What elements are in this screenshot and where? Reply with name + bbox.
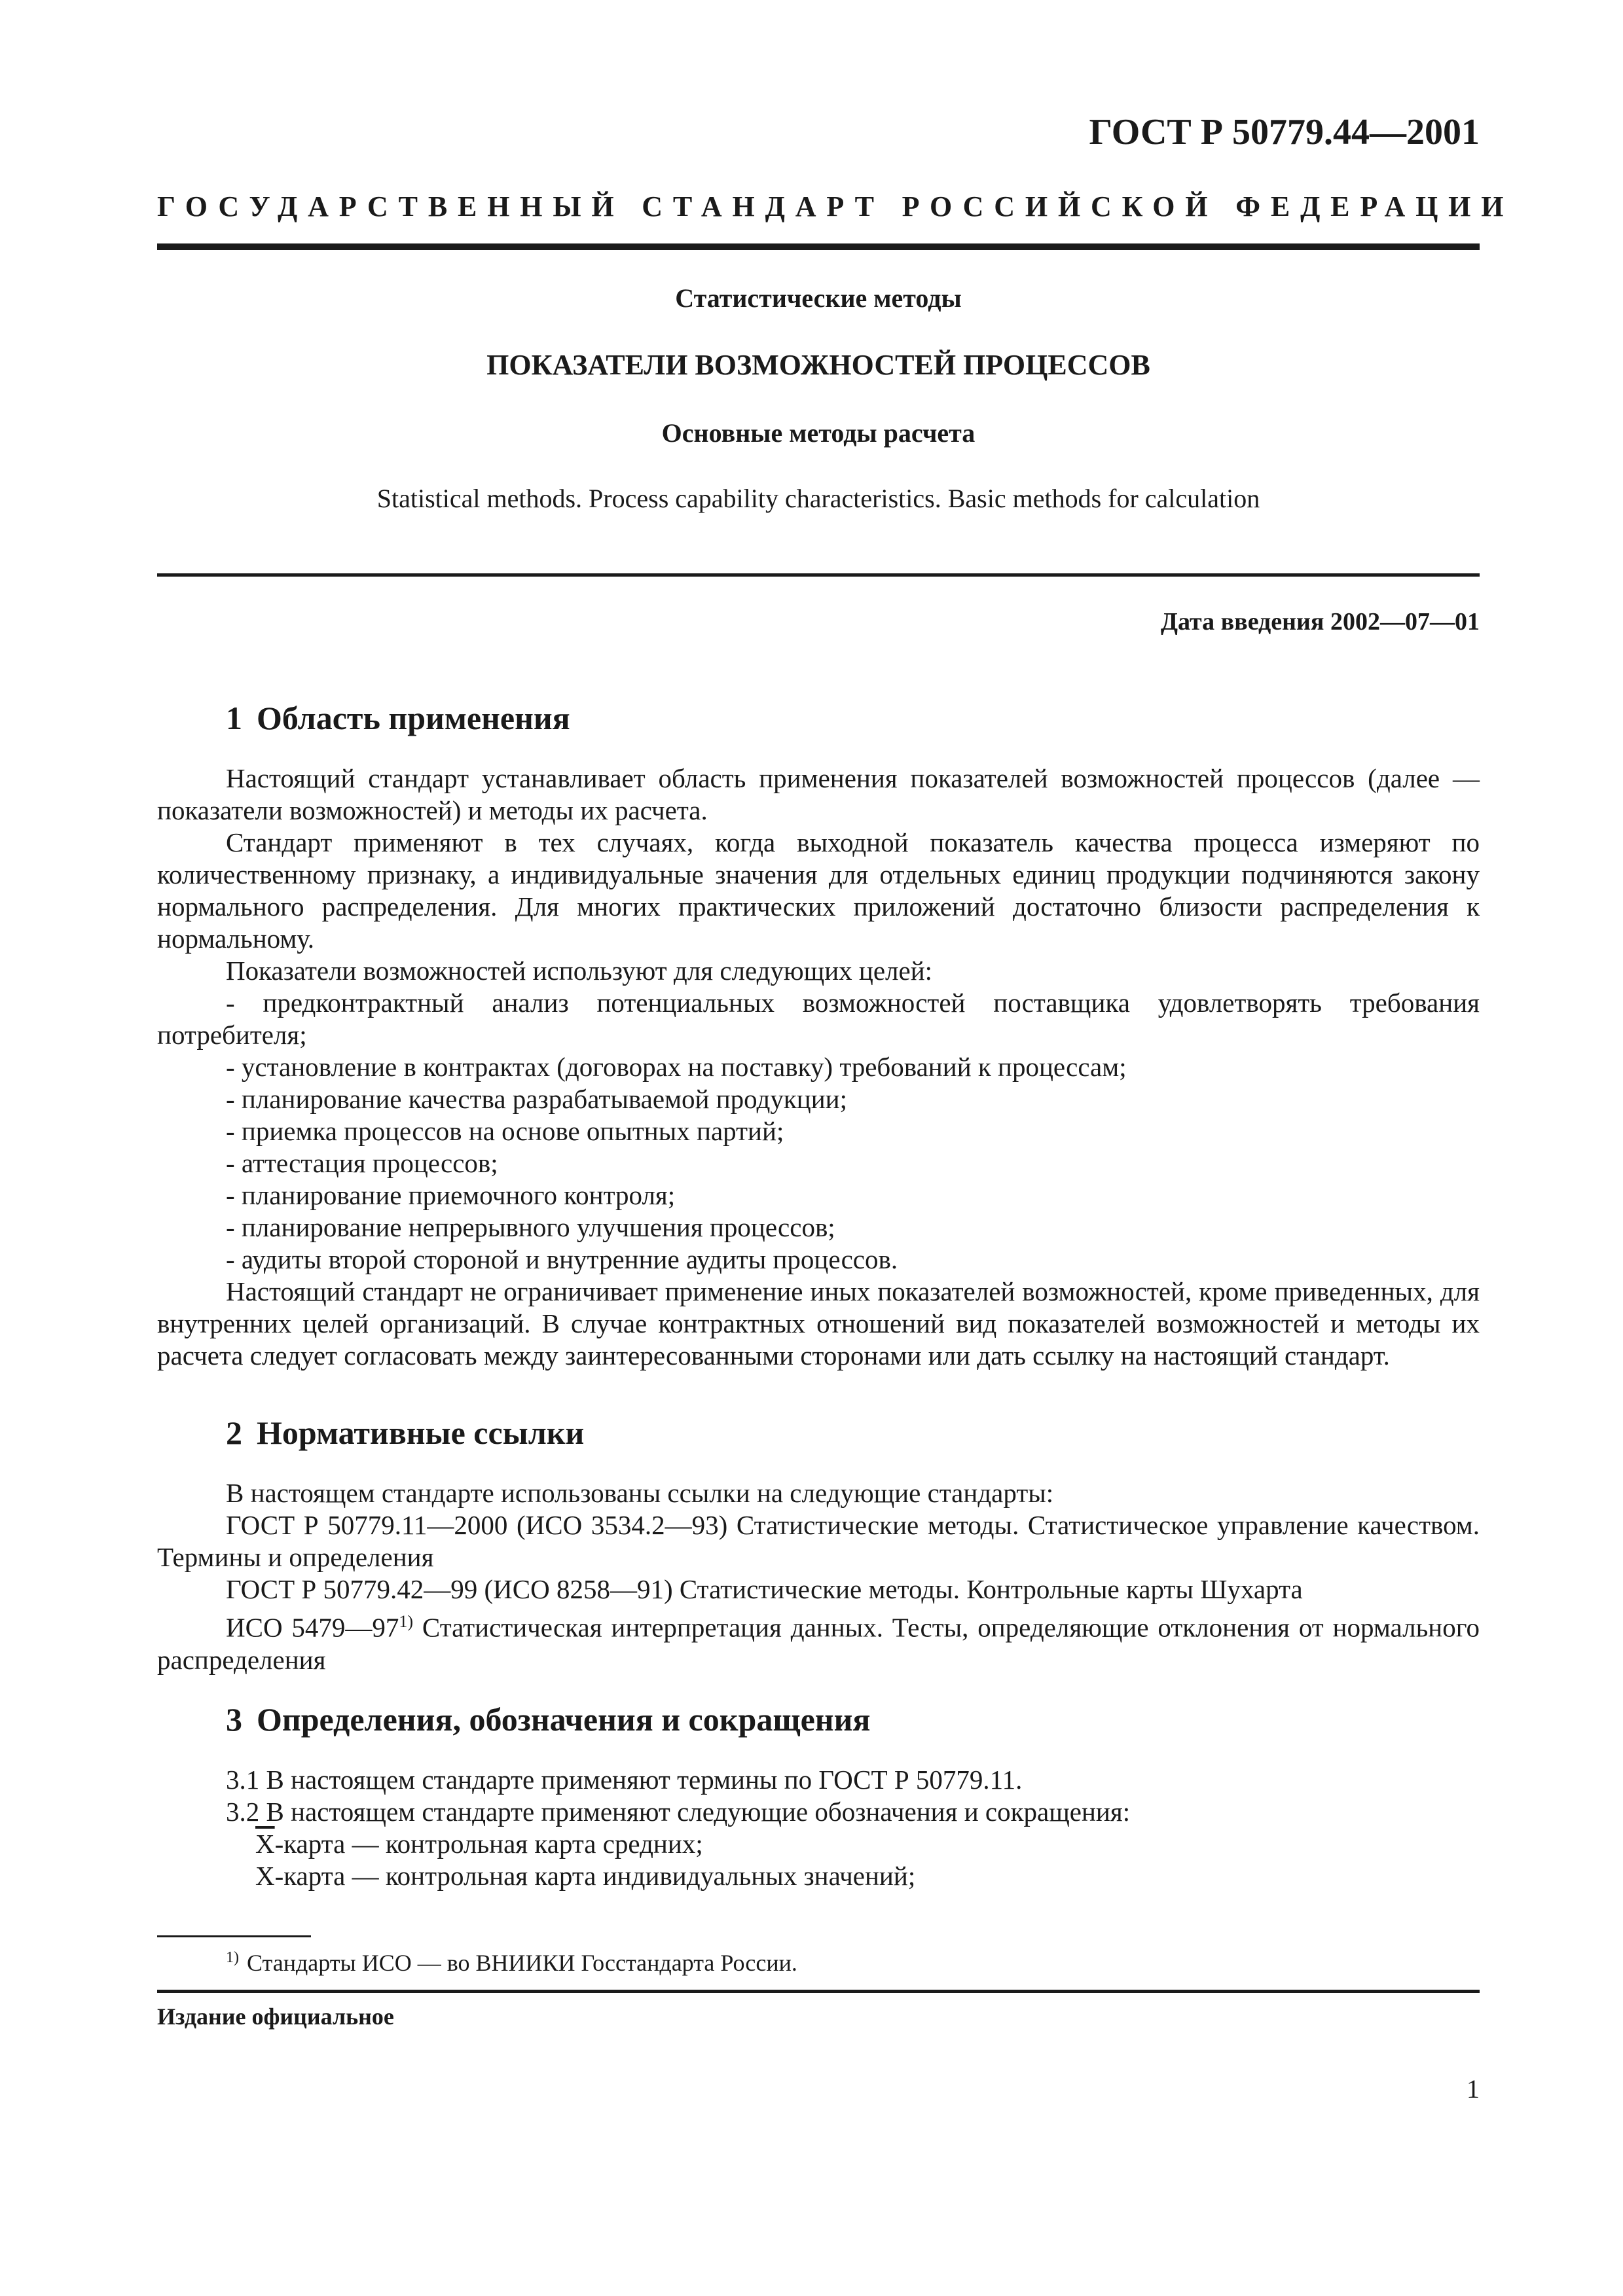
definition-item [157,1828,1480,1860]
section-3-body [157,1764,1480,1892]
footnote-rule [157,1935,311,1937]
xbar-symbol: $\overline{X}$ [255,1829,275,1859]
definition-item: X-карта — контрольная карта индивидуальных значений; [255,1861,916,1891]
section-title: Нормативные ссылки [257,1414,585,1451]
paragraph: В настоящем стандарте использованы ссылки на следующие стандарты: [226,1478,1054,1508]
document-number: ГОСТ Р 50779.44—2001 [1089,112,1480,152]
title-sub: Основные методы расчета [661,418,976,448]
section-2-body [157,1477,1480,1676]
section-2-heading [226,1414,584,1452]
reference-item: ГОСТ Р 50779.42—99 (ИСО 8258—91) Статистические методы. Контрольные карты Шухарта [226,1574,1303,1604]
page-number: 1 [1467,2074,1480,2104]
footnote-mark: 1) [226,1949,239,1966]
header-rule [157,243,1480,250]
list-item: - планирование приемочного контроля; [226,1180,676,1210]
list-item: - приемка процессов на основе опытных партий; [226,1116,784,1146]
paragraph: Настоящий стандарт устанавливает область применения показателей возможностей процессов (далее — показатели возможностей) и методы их расчета. [157,763,1480,825]
reference-text: Статистическая интерпретация данных. Тесты, определяющие отклонения от нормального распределения [157,1612,1480,1675]
footnote [226,1949,797,1977]
list-item: - аудиты второй стороной и внутренние аудиты процессов. [226,1244,898,1274]
paragraph: Показатели возможностей используют для следующих целей: [226,956,933,986]
section-number: 2 [226,1414,242,1451]
intro-date: Дата введения 2002—07—01 [1160,608,1480,636]
list-item: - планирование качества разрабатываемой продукции; [226,1084,847,1114]
document-page [157,0,1514,2296]
section-1-heading [226,699,570,737]
official-edition: Издание официальное [157,2003,394,2030]
list-item: - аттестация процессов; [226,1148,498,1178]
section-title: Область применения [257,700,570,736]
footnote-mark: 1) [399,1612,414,1631]
list-item: - предконтрактный анализ потенциальных возможностей поставщика удовлетворять требования потребителя; [157,988,1480,1050]
paragraph: Стандарт применяют в тех случаях, когда выходной показатель качества процесса измеряют по количественному признаку, а индивидуальные значения для отдельных единиц продукции подчиняются закону нормального распределения. Для многих практических приложений достаточно близости распределения к нормальному. [157,827,1480,954]
reference-code: ИСО 5479—97 [226,1612,399,1643]
section-3-heading [226,1700,870,1738]
list-item: - планирование непрерывного улучшения процессов; [226,1212,835,1242]
reference-item: ГОСТ Р 50779.11—2000 (ИСО 3534.2—93) Статистические методы. Статистическое управление качеством. Термины и определения [157,1510,1480,1572]
section-number: 1 [226,700,242,736]
list-item: - установление в контрактах (договорах на поставку) требований к процессам; [226,1052,1127,1082]
paragraph: Настоящий стандарт не ограничивает применение иных показателей возможностей, кроме приведенных, для внутренних целей организаций. В случае контрактных отношений вид показателей возможностей и методы их расчета следует согласовать между заинтересованными сторонами или дать ссылку на настоящий стандарт. [157,1276,1480,1371]
footnote-text: Стандарты ИСО — во ВНИИКИ Госстандарта России. [247,1950,797,1976]
definition-text: -карта — контрольная карта средних; [274,1829,703,1859]
section-1-body [157,762,1480,1372]
title-main: ПОКАЗАТЕЛИ ВОЗМОЖНОСТЕЙ ПРОЦЕССОВ [486,349,1150,381]
state-standard-heading: ГОСУДАРСТВЕННЫЙ СТАНДАРТ РОССИЙСКОЙ ФЕДЕРАЦИИ [157,190,1514,223]
reference-item [157,1605,1480,1676]
title-category: Статистические методы [675,283,962,313]
paragraph: 3.2 В настоящем стандарте применяют следующие обозначения и сокращения: [226,1797,1131,1827]
section-number: 3 [226,1701,242,1738]
footer-rule [157,1990,1480,1993]
title-english: Statistical methods. Process capability characteristics. Basic methods for calculation [376,484,1260,513]
title-rule [157,573,1480,577]
section-title: Определения, обозначения и сокращения [257,1701,871,1738]
paragraph: 3.1 В настоящем стандарте применяют термины по ГОСТ Р 50779.11. [226,1765,1023,1795]
